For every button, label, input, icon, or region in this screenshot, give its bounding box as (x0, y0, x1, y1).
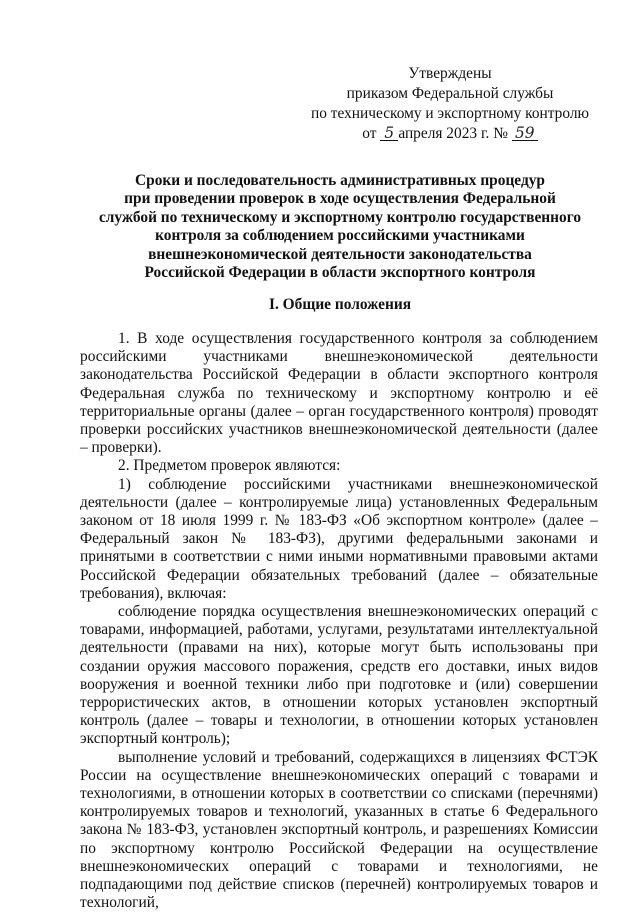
approval-date-line (300, 124, 600, 144)
handwritten-day: 5 (380, 126, 398, 141)
title-line: службой по техническому и экспортному контролю государственного (98, 208, 582, 226)
document-title (70, 172, 610, 282)
approval-line: приказом Федеральной службы (346, 85, 554, 102)
title-line: при проведении проверок в ходе осуществления Федеральной (124, 190, 556, 208)
approval-line: по техническому и экспортному контролю (310, 105, 590, 122)
date-middle: апреля 2023 г. № (398, 125, 508, 142)
approval-line: Утверждены (408, 65, 492, 82)
section-heading: I. Общие положения (268, 296, 412, 313)
date-prefix: от (362, 125, 377, 142)
title-line: Сроки и последовательность административных процедур (135, 172, 545, 189)
title-line: контроля за соблюдением российскими участниками (155, 227, 525, 245)
title-line: Российской Федерации в области экспортного контроля (144, 264, 536, 282)
approval-block (300, 64, 600, 144)
paragraph: 1) соблюдение российскими участниками внешнеэкономической деятельности (далее – контролируемые лица) установленных Федеральным законом от 18 июля 1999 г. № 183-ФЗ «Об экспортном контроле» (далее – Федеральный закон № 183-ФЗ), другими федеральными законами и принятыми в соответствии с ними иными нормативными правовыми актами Российской Федерации обязательных требований (далее – обязательные требования), включая: (80, 475, 598, 602)
handwritten-order-number: 59 (512, 126, 538, 141)
paragraph: 2. Предметом проверок являются: (118, 457, 341, 475)
document-body (80, 330, 598, 913)
title-line: внешнеэкономической деятельности законодательства (148, 245, 532, 263)
paragraph: соблюдение порядка осуществления внешнеэкономических операций с товарами, информацией, работами, услугами, результатами интеллектуальной деятельности (правами на них), которые могут быть использованы при создании оружия массового поражения, средств его доставки, иных видов вооружения и военной техники либо при подготовке и (или) совершении террористических актов, в отношении которых установлен экспортный контроль (далее – товары и технологии, в отношении которых установлен экспортный контроль); (80, 603, 598, 748)
paragraph: 1. В ходе осуществления государственного контроля за соблюдением российскими участниками внешнеэкономической деятельности законодательства Российской Федерации в области экспортного контроля Федеральная служба по техническому и экспортному контролю и её территориальные органы (далее – орган государственного контроля) проводят проверки российских участников внешнеэкономической деятельности (далее – проверки). (80, 330, 598, 457)
paragraph: выполнение условий и требований, содержащихся в лицензиях ФСТЭК России на осуществление внешнеэкономических операций с товарами и технологиями, в отношении которых в соответствии со списками (перечнями) контролируемых товаров и технологий, указанных в статье 6 Федерального закона № 183-ФЗ, установлен экспортный контроль, и разрешениях Комиссии по экспортному контролю Российской Федерации на осуществление внешнеэкономических операций с товарами и технологиями, не подпадающими под действие списков (перечней) контролируемых товаров и технологий, (80, 748, 598, 912)
